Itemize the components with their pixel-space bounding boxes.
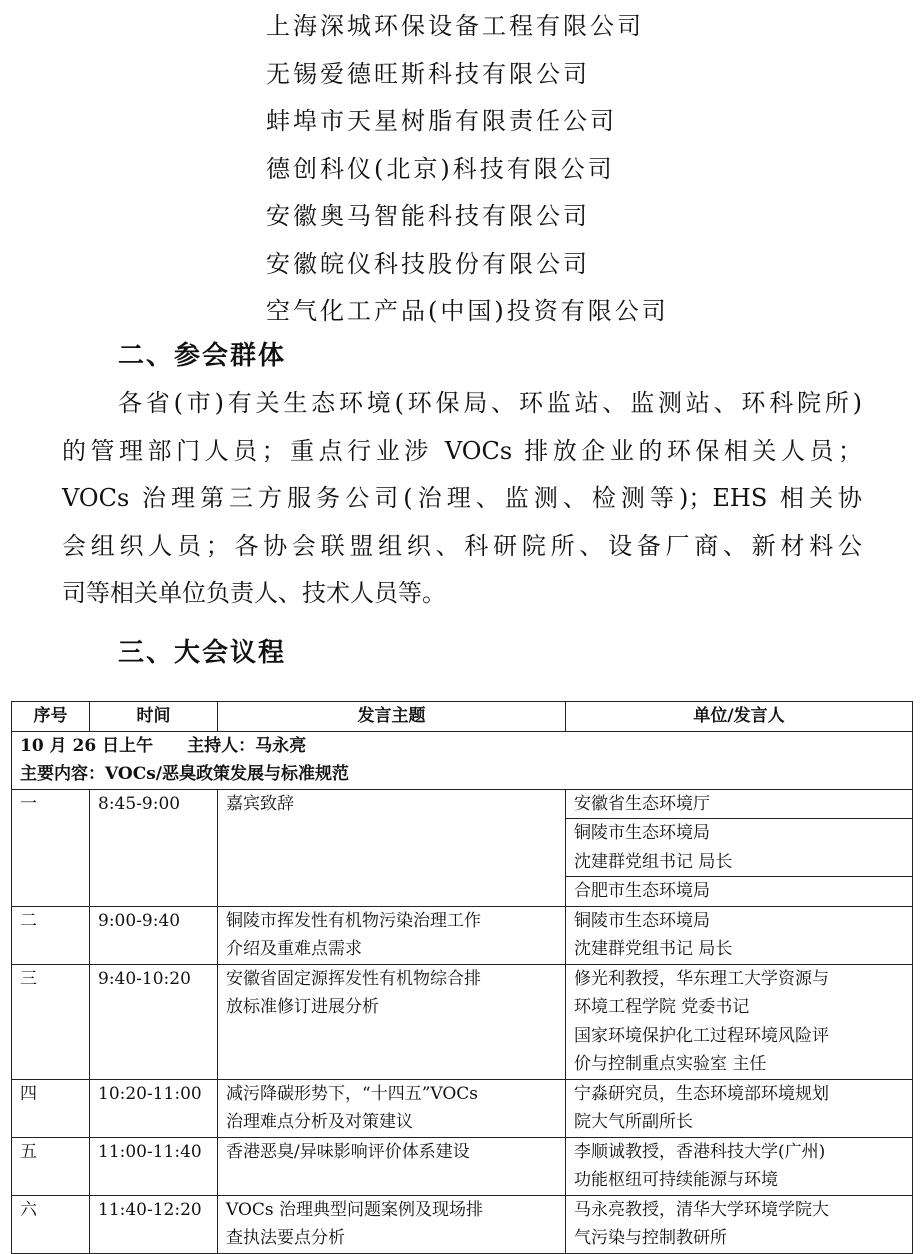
agenda-topic [218,789,566,906]
speaker-line: 功能枢纽可持续能源与环境 [574,1170,778,1190]
agenda-table [11,701,913,1254]
speaker-line: 铜陵市生态环境局 [574,823,710,843]
speaker-line: 铜陵市生态环境局 [574,910,710,931]
topic-line: VOCs 治理典型问题案例及现场排 [226,1199,484,1220]
paragraph-line: VOCs 治理第三方服务公司(治理、监测、检测等)；EHS 相关协 [62,484,862,512]
speaker-group [566,876,912,906]
speaker-group [566,1196,912,1253]
agenda-time: 11:00-11:40 [90,1137,218,1195]
speaker-line: 宁淼研究员，生态环境部环境规划 [574,1083,829,1104]
topic-line: 铜陵市挥发性有机物污染治理工作 [226,910,481,931]
topic-line: 查执法要点分析 [226,1228,345,1248]
agenda-topic [218,1195,566,1253]
header-no: 序号 [12,702,90,732]
speaker-line: 气污染与控制教研所 [574,1228,727,1248]
agenda-time: 11:40-12:20 [90,1195,218,1253]
company-item: 无锡爱德旺斯科技有限公司 [266,59,590,88]
paragraph-line: 会组织人员；各协会联盟组织、科研院所、设备厂商、新材料公 [62,531,862,560]
agenda-row [12,1079,913,1137]
session-info [12,731,913,789]
company-item: 上海深城环保设备工程有限公司 [266,12,644,40]
company-item: 蚌埠市天星树脂有限责任公司 [266,107,617,135]
agenda-topic [218,1137,566,1195]
speaker-line: 价与控制重点实验室 主任 [574,1054,767,1074]
speaker-line: 修光利教授，华东理工大学资源与 [574,968,829,989]
speaker-line: 沈建群党组书记 局长 [574,939,733,959]
agenda-no: 二 [12,906,90,964]
speaker-group [566,1080,912,1137]
speaker-group [566,1138,912,1195]
speaker-line: 安徽省生态环境厅 [574,793,710,814]
company-item: 安徽奥马智能科技有限公司 [266,202,590,230]
agenda-topic [218,964,566,1079]
topic-line: 安徽省固定源挥发性有机物综合排 [226,968,481,989]
agenda-time: 9:00-9:40 [90,906,218,964]
table-header-row [12,702,913,732]
topic-line: 香港恶臭/异味影响评价体系建设 [226,1141,470,1162]
speaker-group [566,907,912,964]
agenda-row [12,1195,913,1253]
agenda-speaker [566,1137,913,1195]
speaker-group [566,818,912,876]
attendees-paragraph [62,380,862,618]
agenda-row [12,1137,913,1195]
company-list [266,6,669,339]
speaker-line: 马永亮教授，清华大学环境学院大 [574,1199,829,1220]
speaker-line: 沈建群党组书记 局长 [574,851,733,872]
agenda-topic [218,906,566,964]
speaker-line: 院大气所副所长 [574,1112,693,1132]
speaker-line: 合肥市生态环境局 [574,881,710,901]
section-heading-agenda: 三、大会议程 [118,638,287,668]
session-content: 主要内容：VOCs/恶臭政策发展与标准规范 [20,764,350,784]
session-title: 10 月 26 日上午 主持人：马永亮 [20,735,307,756]
agenda-row [12,789,913,906]
header-time: 时间 [90,702,218,732]
agenda-speaker [566,789,913,906]
session-info-row [12,731,913,789]
agenda-no: 五 [12,1137,90,1195]
topic-line: 治理难点分析及对策建议 [226,1112,413,1132]
speaker-group [566,790,912,819]
speaker-line: 李顺诚教授，香港科技大学(广州) [574,1141,826,1162]
agenda-time: 9:40-10:20 [90,964,218,1079]
agenda-no: 四 [12,1079,90,1137]
agenda-speaker [566,964,913,1079]
company-item: 德创科仪(北京)科技有限公司 [266,154,615,183]
paragraph-line: 各省(市)有关生态环境(环保局、环监站、监测站、环科院所) [118,389,862,417]
agenda-row [12,964,913,1079]
paragraph-line: 司等相关单位负责人、技术人员等。 [62,579,446,607]
speaker-line: 国家环境保护化工过程环境风险评 [574,1025,829,1046]
header-topic: 发言主题 [218,702,566,732]
agenda-row [12,906,913,964]
agenda-speaker [566,1079,913,1137]
speaker-group [566,965,912,1079]
agenda-topic [218,1079,566,1137]
agenda-no: 一 [12,789,90,906]
agenda-speaker [566,1195,913,1253]
section-heading-attendees: 二、参会群体 [118,341,287,371]
company-item: 空气化工产品(中国)投资有限公司 [266,297,669,325]
speaker-line: 环境工程学院 党委书记 [574,997,750,1017]
topic-line: 介绍及重难点需求 [226,939,362,959]
agenda-no: 三 [12,964,90,1079]
company-item: 安徽皖仪科技股份有限公司 [266,249,590,278]
topic-line: 放标准修订进展分析 [226,997,379,1017]
agenda-no: 六 [12,1195,90,1253]
topic-line: 嘉宾致辞 [226,793,294,814]
agenda-time: 10:20-11:00 [90,1079,218,1137]
agenda-speaker [566,906,913,964]
agenda-time: 8:45-9:00 [90,789,218,906]
header-speaker: 单位/发言人 [566,702,913,732]
topic-line: 减污降碳形势下，“十四五”VOCs [226,1083,479,1104]
paragraph-line: 的管理部门人员；重点行业涉 VOCs 排放企业的环保相关人员； [62,436,862,465]
